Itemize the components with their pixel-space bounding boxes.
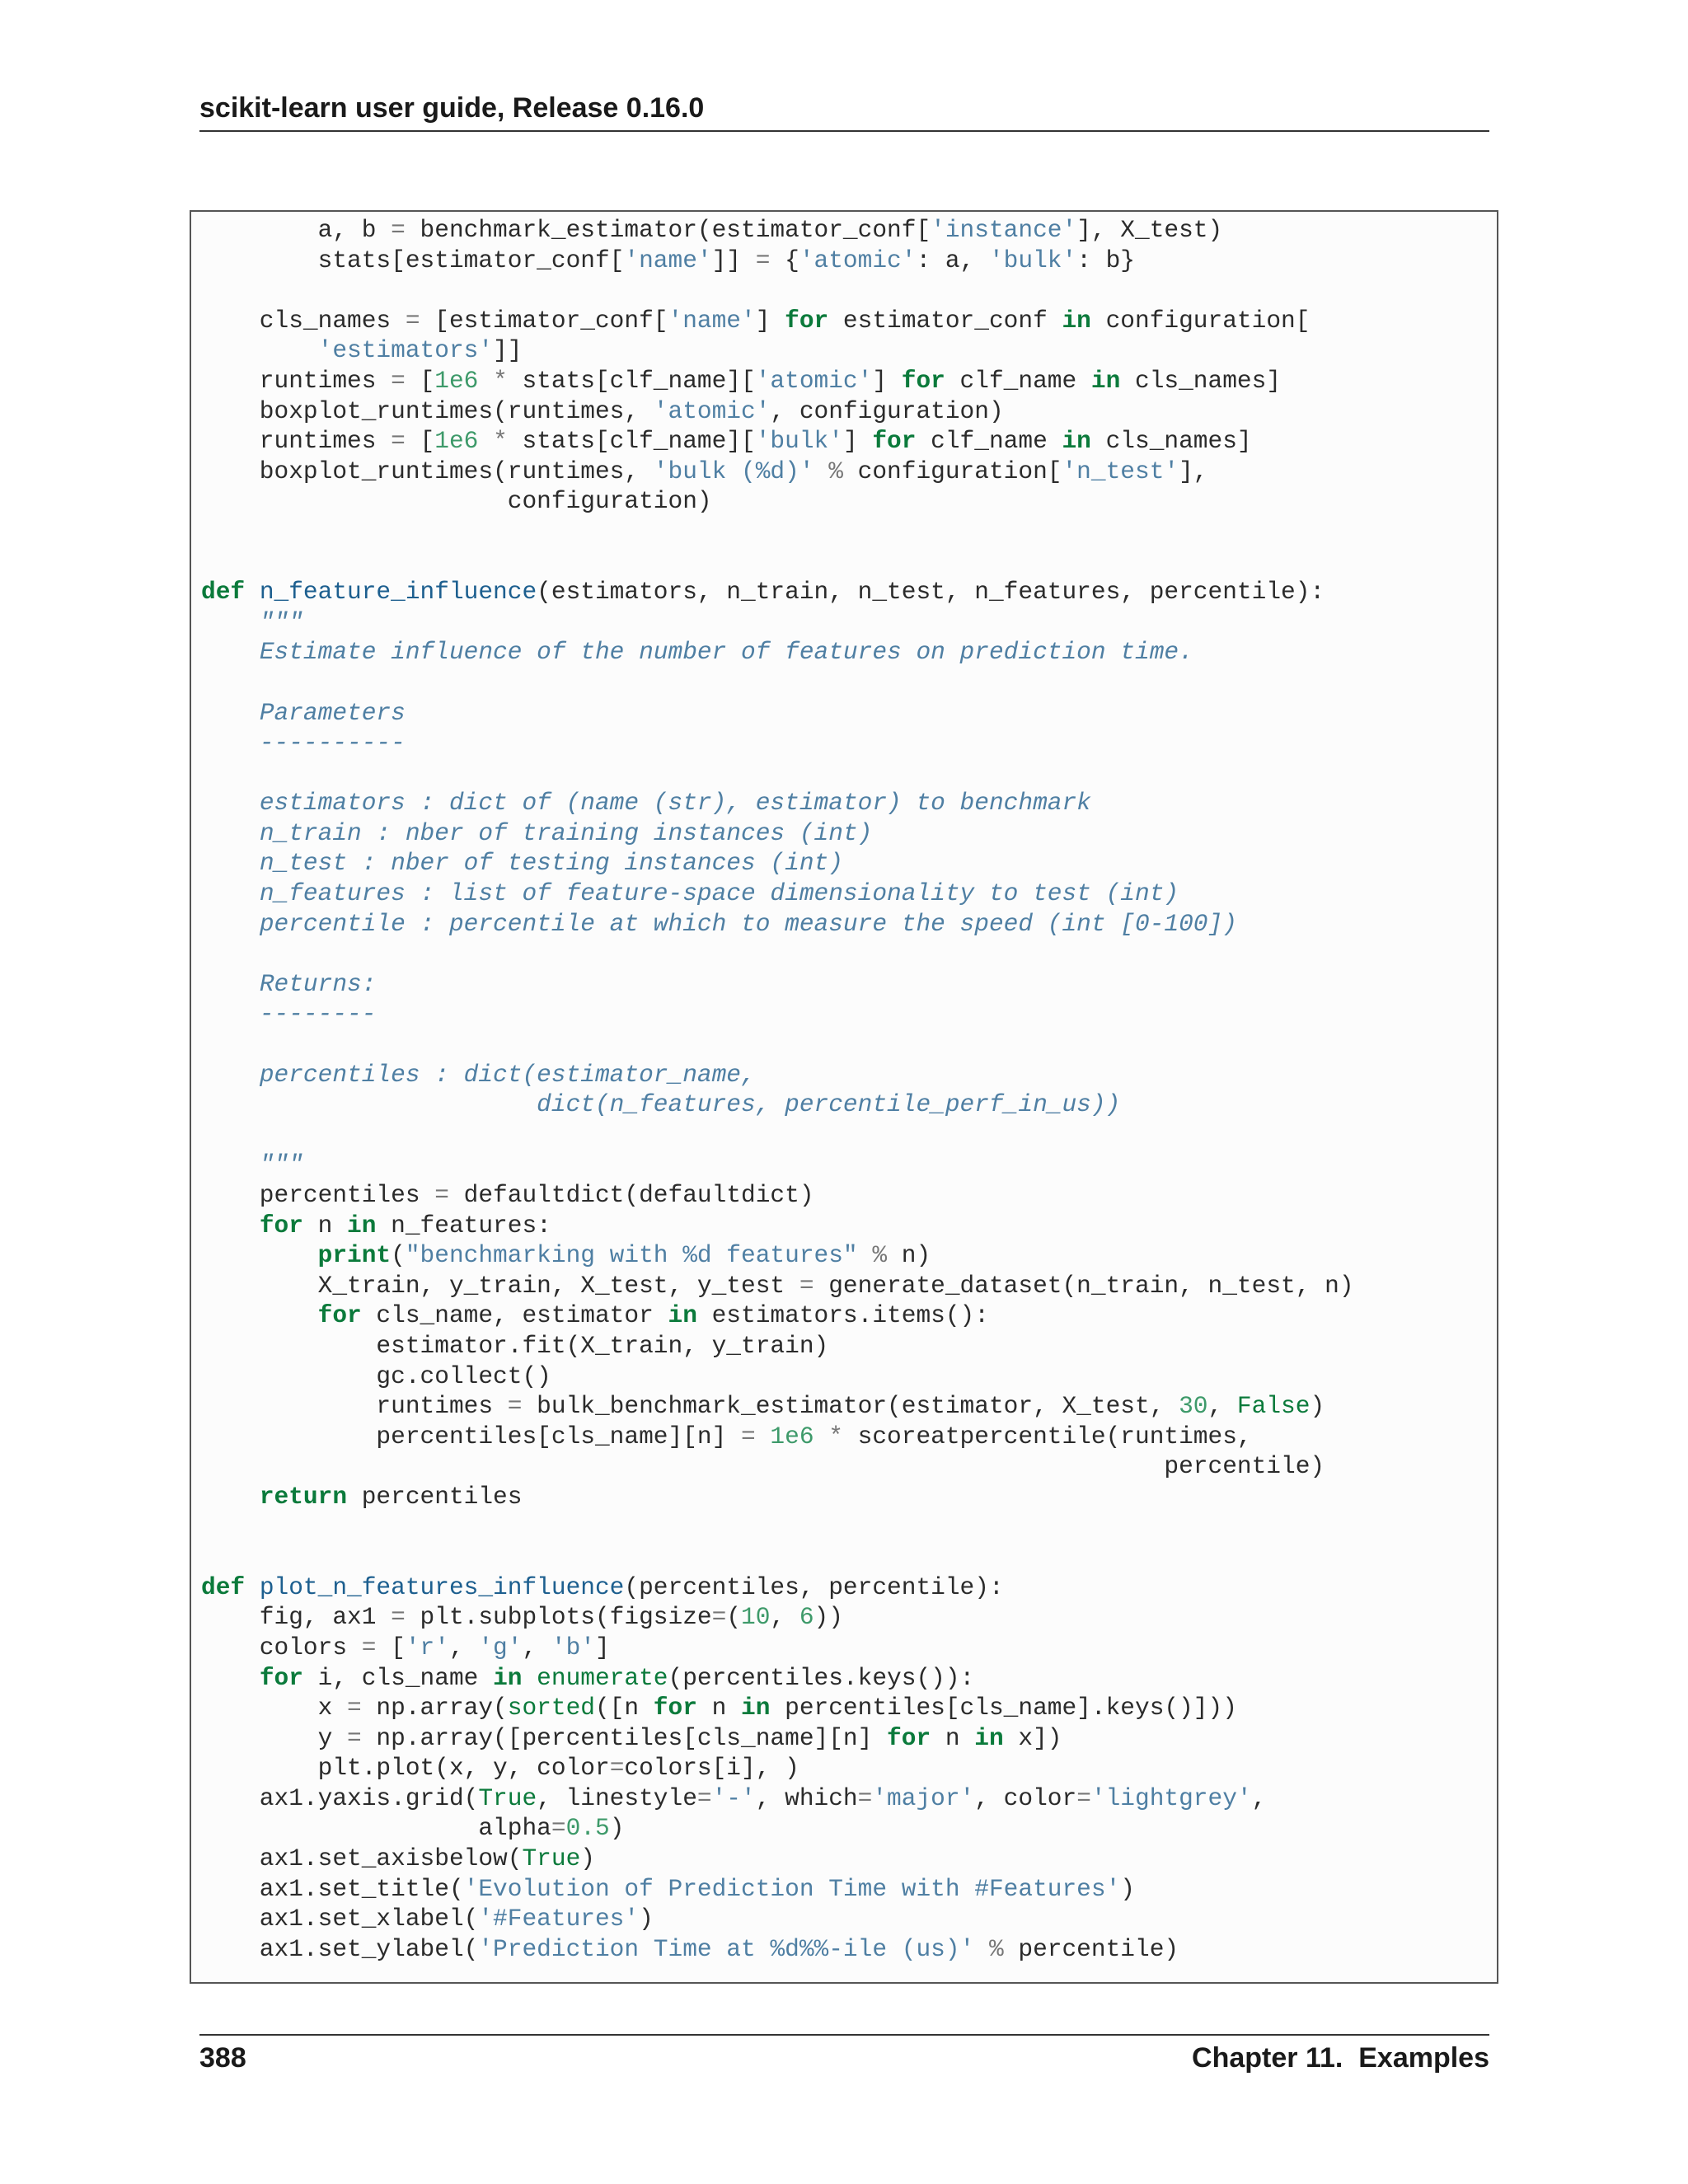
code-line <box>201 1934 1354 1965</box>
code-token: 'n_test' <box>1062 457 1179 485</box>
code-token: x]) <box>1003 1723 1062 1752</box>
header-divider <box>199 130 1489 132</box>
code-line <box>201 517 1354 547</box>
code-token: sorted <box>507 1694 595 1722</box>
code-token: = <box>551 1814 566 1843</box>
code-line <box>201 1512 1354 1543</box>
code-token: False <box>1236 1392 1311 1421</box>
code-token: 'name' <box>624 246 712 274</box>
code-token: 'Prediction Time at %d%%-ile (us)' <box>478 1934 975 1963</box>
code-token: ]] <box>711 246 756 274</box>
footer-divider <box>199 2034 1489 2036</box>
code-token: , color <box>974 1783 1077 1812</box>
code-line <box>201 848 1354 879</box>
code-token: , linestyle <box>537 1783 697 1812</box>
code-line <box>201 1633 1354 1663</box>
code-token <box>201 336 318 364</box>
code-token: = <box>434 1181 449 1209</box>
code-token: X_train, y_train, X_test, y_test <box>201 1271 799 1300</box>
code-token: ---------- <box>259 729 406 757</box>
code-line <box>201 1482 1354 1512</box>
code-token: for <box>259 1663 303 1692</box>
code-token: def <box>201 1572 246 1601</box>
code-token: = <box>347 1694 362 1722</box>
code-token: 1e6 <box>434 366 479 395</box>
code-token <box>245 1573 260 1601</box>
code-token: clf_name <box>916 427 1062 456</box>
code-token: 'r' <box>405 1633 449 1661</box>
code-token: 'g' <box>478 1633 523 1661</box>
code-token: np.array( <box>361 1694 508 1722</box>
code-token: scoreatpercentile(runtimes, <box>842 1422 1252 1451</box>
code-line <box>201 1904 1354 1934</box>
code-token: = <box>799 1271 814 1300</box>
code-token: for <box>901 366 945 395</box>
code-token <box>478 367 493 395</box>
code-token <box>201 1090 537 1118</box>
code-token: True <box>478 1783 537 1812</box>
code-token: , <box>1207 1392 1237 1421</box>
code-token <box>814 1422 829 1451</box>
code-token <box>201 638 260 666</box>
code-line <box>201 426 1354 457</box>
code-line <box>201 879 1354 909</box>
code-line <box>201 275 1354 306</box>
code-token: estimators.items(): <box>696 1301 989 1330</box>
code-token: (estimators, n_train, n_test, n_features, percentile): <box>537 578 1325 607</box>
code-line <box>201 969 1354 1000</box>
code-token <box>245 578 260 606</box>
code-token: cls_names] <box>1120 366 1282 395</box>
page-number: 388 <box>199 2042 246 2074</box>
code-line <box>201 728 1354 758</box>
code-token: def <box>201 578 246 607</box>
code-token: * <box>493 366 508 395</box>
code-line <box>201 486 1354 517</box>
code-token <box>201 729 260 757</box>
code-token: ) <box>609 1814 625 1843</box>
code-token <box>201 1301 318 1329</box>
code-line <box>201 909 1354 940</box>
code-token: generate_dataset(n_train, n_test, n) <box>814 1271 1354 1300</box>
code-token: n_test : nber of testing instances (int) <box>259 849 843 878</box>
code-line <box>201 999 1354 1029</box>
code-token: Parameters <box>259 698 406 727</box>
code-line <box>201 1301 1354 1331</box>
code-line <box>201 1331 1354 1361</box>
code-token: [ <box>405 427 435 456</box>
code-token: plt.subplots(figsize <box>405 1603 712 1632</box>
code-token: print <box>317 1241 392 1270</box>
code-line <box>201 1240 1354 1271</box>
code-token: fig, ax1 <box>201 1603 392 1632</box>
code-token: runtimes <box>201 427 392 456</box>
code-token: 0.5 <box>565 1814 610 1843</box>
code-token: stats[estimator_conf[ <box>201 246 625 274</box>
code-line <box>201 1723 1354 1754</box>
code-token <box>201 970 260 998</box>
code-token: * <box>828 1422 843 1451</box>
code-token: Estimate influence of the number of features on prediction time. <box>259 638 1193 667</box>
code-line <box>201 1120 1354 1151</box>
code-line <box>201 607 1354 638</box>
code-line <box>201 1753 1354 1783</box>
code-token: estimator_conf <box>828 306 1062 335</box>
code-token: , <box>770 1603 799 1632</box>
code-token: 1e6 <box>770 1422 814 1451</box>
code-token: for <box>887 1723 931 1752</box>
code-token: = <box>711 1603 727 1632</box>
code-token <box>201 910 260 938</box>
code-token: n_feature_influence <box>259 578 537 607</box>
code-token: for <box>317 1301 362 1330</box>
code-token <box>974 1935 989 1963</box>
code-token: in <box>347 1211 377 1240</box>
code-token: , <box>1251 1783 1267 1812</box>
code-line <box>201 1451 1354 1482</box>
code-token: 'name' <box>668 306 756 335</box>
code-token <box>201 1000 260 1028</box>
code-token: a, b <box>201 216 392 244</box>
code-line <box>201 668 1354 698</box>
code-token: ) <box>639 1905 654 1933</box>
code-line <box>201 1602 1354 1633</box>
code-token: ], X_test) <box>1076 216 1223 244</box>
code-token: = <box>405 306 420 335</box>
code-token: ], <box>1179 457 1208 485</box>
code-token: n <box>931 1723 975 1752</box>
code-token: = <box>1076 1783 1091 1812</box>
code-token: % <box>988 1934 1004 1963</box>
code-line <box>201 1422 1354 1452</box>
code-token: = <box>857 1783 873 1812</box>
code-token: % <box>872 1241 888 1270</box>
code-token: percentiles <box>347 1482 523 1511</box>
code-token: , configuration) <box>770 396 1004 425</box>
code-token: plt.plot(x, y, color <box>201 1754 610 1783</box>
code-token <box>201 699 260 727</box>
code-token: 'instance' <box>931 216 1077 244</box>
code-line <box>201 1693 1354 1723</box>
code-line <box>201 306 1354 336</box>
code-token: gc.collect() <box>201 1361 551 1390</box>
code-token: """ <box>259 607 303 636</box>
code-token: colors <box>201 1633 362 1661</box>
code-token: 'bulk (%d)' <box>653 457 814 485</box>
page-header-title: scikit-learn user guide, Release 0.16.0 <box>199 92 705 124</box>
code-token: : a, <box>916 246 989 274</box>
code-token: in <box>1062 306 1091 335</box>
code-token: [estimator_conf[ <box>420 306 668 335</box>
code-token: dict(n_features, percentile_perf_in_us)) <box>537 1090 1121 1119</box>
code-token: stats[clf_name][ <box>507 366 756 395</box>
code-token: 'major' <box>872 1783 975 1812</box>
code-token: clf_name <box>945 366 1091 395</box>
code-token: ([n <box>594 1694 654 1722</box>
code-line <box>201 1542 1354 1572</box>
code-token: ( <box>726 1603 742 1632</box>
code-token: percentiles[cls_name][n] <box>201 1422 742 1451</box>
code-token: ax1.set_xlabel( <box>201 1905 479 1933</box>
code-token: "benchmarking with %d features" <box>405 1241 858 1270</box>
code-token: cls_names <box>201 306 406 335</box>
code-token: cls_names] <box>1090 427 1252 456</box>
code-line <box>201 1844 1354 1874</box>
code-line <box>201 457 1354 487</box>
code-token: 'atomic' <box>755 366 873 395</box>
code-line <box>201 366 1354 396</box>
code-token: , which <box>755 1783 858 1812</box>
code-token: in <box>493 1663 523 1692</box>
code-token: ( <box>391 1241 406 1270</box>
code-token: x <box>201 1694 348 1722</box>
code-token: 6 <box>799 1603 814 1632</box>
code-line <box>201 1813 1354 1844</box>
code-token: in <box>1090 366 1121 395</box>
code-token: = <box>755 246 771 274</box>
code-token: configuration[ <box>842 457 1062 485</box>
code-token: = <box>391 427 406 456</box>
code-line <box>201 1783 1354 1814</box>
code-token: n <box>302 1211 348 1240</box>
code-token: alpha <box>201 1814 551 1843</box>
code-token: y <box>201 1723 348 1752</box>
code-token: i, cls_name <box>302 1663 494 1692</box>
code-token: percentiles <box>201 1181 435 1209</box>
code-token: for <box>785 306 829 335</box>
chapter-title: Chapter 11. Examples <box>1192 2042 1489 2074</box>
code-token: ax1.set_title( <box>201 1874 464 1903</box>
code-token: defaultdict(defaultdict) <box>448 1181 814 1209</box>
code-token: stats[clf_name][ <box>507 427 756 456</box>
code-token <box>201 1151 260 1179</box>
code-token: n) <box>887 1241 931 1270</box>
code-token: benchmark_estimator(estimator_conf[ <box>405 216 931 244</box>
code-token: in <box>741 1694 771 1722</box>
code-line <box>201 1391 1354 1422</box>
code-line <box>201 1150 1354 1180</box>
code-token: colors[i], ) <box>624 1754 799 1783</box>
code-token: bulk_benchmark_estimator(estimator, X_test, <box>522 1392 1179 1421</box>
code-token: ] <box>594 1633 610 1661</box>
code-token: cls_name, estimator <box>361 1301 668 1330</box>
code-line <box>201 637 1354 668</box>
code-token <box>522 1664 537 1692</box>
code-token <box>201 819 260 847</box>
code-token: , <box>448 1633 479 1661</box>
code-token: percentile) <box>1003 1934 1179 1963</box>
code-token: 'Evolution of Prediction Time with #Features' <box>463 1874 1121 1903</box>
code-line <box>201 758 1354 789</box>
code-token: runtimes <box>201 366 392 395</box>
code-token <box>858 1241 873 1269</box>
code-line <box>201 1361 1354 1392</box>
code-token: estimator.fit(X_train, y_train) <box>201 1331 829 1360</box>
code-token: ) <box>1120 1874 1135 1903</box>
code-block <box>190 210 1498 1984</box>
code-line <box>201 215 1354 246</box>
code-token: Returns: <box>259 969 377 998</box>
code-token: = <box>696 1783 712 1812</box>
code-token: configuration) <box>201 487 712 516</box>
code-token: { <box>770 246 799 274</box>
code-token: percentiles : dict(estimator_name, <box>259 1060 756 1089</box>
code-token: percentile) <box>201 1452 1325 1481</box>
code-token: ax1.yaxis.grid( <box>201 1783 479 1812</box>
code-token: enumerate <box>537 1663 668 1692</box>
code-token: n_train : nber of training instances (int) <box>259 818 873 847</box>
code-token <box>201 1664 260 1692</box>
code-line <box>201 698 1354 729</box>
code-token: 'atomic' <box>653 396 771 425</box>
code-token: [ <box>376 1633 406 1661</box>
code-token: in <box>668 1301 697 1330</box>
code-token: np.array([percentiles[cls_name][n] <box>361 1723 888 1752</box>
code-token: percentile : percentile at which to measure the speed (int [0-100]) <box>259 909 1237 938</box>
code-token: )) <box>814 1603 843 1632</box>
code-line <box>201 246 1354 276</box>
code-token <box>201 849 260 877</box>
code-token: = <box>609 1754 625 1783</box>
code-line <box>201 1060 1354 1090</box>
code-token: configuration[ <box>1090 306 1311 335</box>
code-token: 'b' <box>551 1633 595 1661</box>
code-token: percentiles[cls_name].keys()])) <box>770 1694 1237 1722</box>
code-token: boxplot_runtimes(runtimes, <box>201 396 654 425</box>
code-token: ax1.set_axisbelow( <box>201 1844 523 1873</box>
code-line <box>201 577 1354 607</box>
code-token: 30 <box>1179 1392 1208 1421</box>
code-line <box>201 1180 1354 1211</box>
code-token: 'atomic' <box>799 246 917 274</box>
code-token: ] <box>872 366 902 395</box>
code-token: = <box>391 216 406 244</box>
code-token: ax1.set_ylabel( <box>201 1934 479 1963</box>
code-token <box>201 1483 260 1511</box>
code-listing <box>201 215 1354 1964</box>
code-token: [ <box>405 366 435 395</box>
code-line <box>201 1029 1354 1060</box>
code-token <box>201 789 260 817</box>
code-token: in <box>1062 427 1091 456</box>
code-line <box>201 1271 1354 1301</box>
code-token <box>201 608 260 636</box>
code-token: estimators : dict of (name (str), estimator) to benchmark <box>259 789 1091 818</box>
code-token: n <box>696 1694 742 1722</box>
code-token: = <box>507 1392 523 1421</box>
code-token <box>814 457 829 485</box>
code-line <box>201 818 1354 849</box>
code-token <box>201 1241 318 1269</box>
code-token: 'lightgrey' <box>1090 1783 1252 1812</box>
code-token: 1e6 <box>434 427 479 456</box>
code-token: """ <box>259 1151 303 1179</box>
code-token: for <box>653 1694 697 1722</box>
code-token <box>478 427 493 455</box>
code-token: = <box>361 1633 377 1661</box>
code-token: ]] <box>493 336 523 365</box>
code-token: (percentiles, percentile): <box>624 1572 1004 1601</box>
code-token: (percentiles.keys()): <box>668 1663 975 1692</box>
code-token: = <box>741 1422 756 1451</box>
code-token: for <box>259 1211 303 1240</box>
code-token <box>201 1212 260 1240</box>
code-token: boxplot_runtimes(runtimes, <box>201 457 654 485</box>
code-token: '#Features' <box>478 1905 640 1933</box>
code-token: = <box>391 1603 406 1632</box>
code-token <box>756 1422 771 1451</box>
code-token: runtimes <box>201 1392 508 1421</box>
code-token: '-' <box>711 1783 756 1812</box>
code-line <box>201 1663 1354 1694</box>
code-token: : b} <box>1076 246 1135 274</box>
code-token: 'bulk' <box>988 246 1077 274</box>
code-token: 10 <box>741 1603 771 1632</box>
code-token: % <box>828 457 843 485</box>
code-line <box>201 1090 1354 1120</box>
code-token <box>201 1061 260 1089</box>
code-token: 'estimators' <box>317 336 494 365</box>
code-token: n_features : list of feature-space dimensionality to test (int) <box>259 879 1179 908</box>
code-line <box>201 335 1354 366</box>
code-token: 'bulk' <box>755 427 843 456</box>
code-line <box>201 1874 1354 1905</box>
code-token: ] <box>755 306 785 335</box>
code-token: ) <box>580 1844 595 1873</box>
code-line <box>201 939 1354 969</box>
code-token: ] <box>842 427 873 456</box>
code-token: = <box>347 1723 362 1752</box>
code-token: * <box>493 427 508 456</box>
code-token: , <box>522 1633 551 1661</box>
code-line <box>201 788 1354 818</box>
code-token: ) <box>1310 1392 1325 1421</box>
code-line <box>201 1211 1354 1241</box>
code-token: -------- <box>259 1000 377 1029</box>
code-token: = <box>391 366 406 395</box>
code-token: for <box>872 427 917 456</box>
code-line <box>201 1572 1354 1603</box>
code-token: in <box>974 1723 1004 1752</box>
code-token: True <box>522 1844 581 1873</box>
code-token <box>201 879 260 907</box>
code-token: return <box>259 1482 348 1511</box>
code-line <box>201 396 1354 427</box>
code-line <box>201 547 1354 578</box>
code-token: plot_n_features_influence <box>259 1572 625 1601</box>
code-token: n_features: <box>376 1211 551 1240</box>
